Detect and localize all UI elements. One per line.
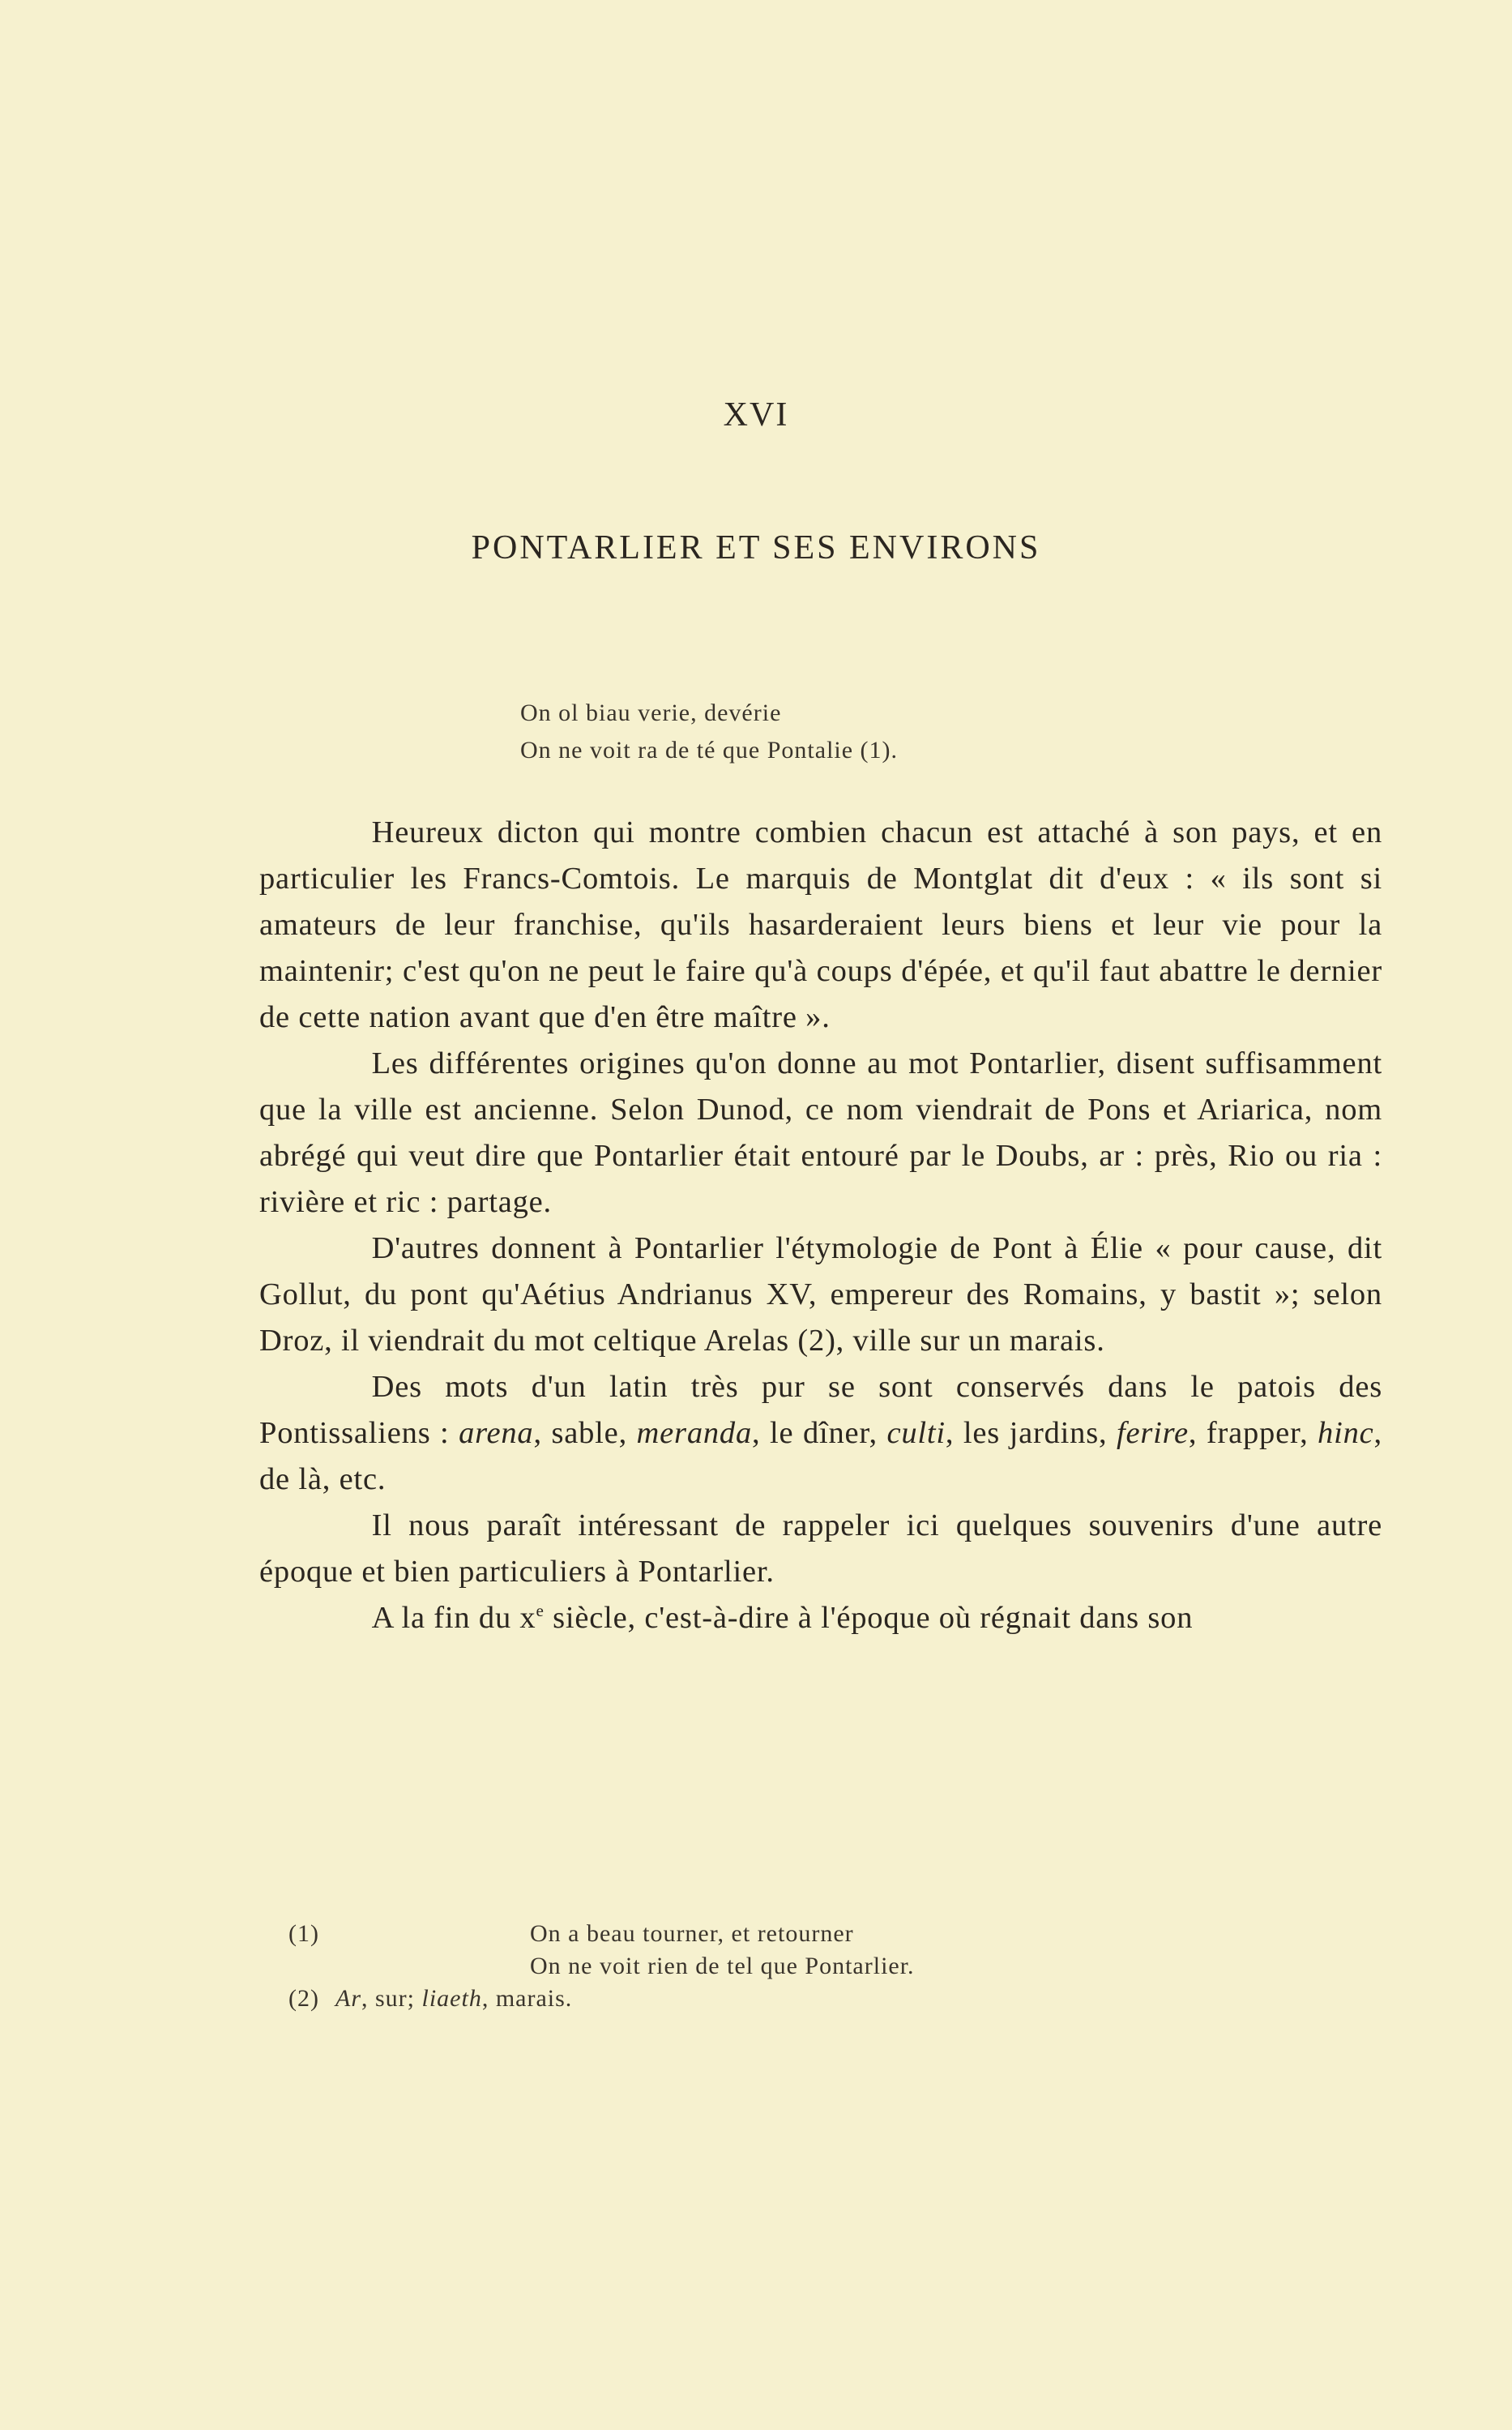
footnote-1-text-line-2: On ne voit rien de tel que Pontarlier. [530,1953,915,1979]
footnote-2-mark: (2) [288,1985,319,2012]
paragraph-3: D'autres donnent à Pontarlier l'étymologie de Pont à Élie « pour cause, dit Gollut, du pont qu'Aétius Andrianus XV, empereur des Romains, y bastit »; selon Droz, il viendrait du mot celtique Arelas (2), ville sur un marais. [259,1231,1382,1358]
paragraph-1: Heureux dicton qui montre combien chacun est attaché à son pays, et en particulier les Francs-Comtois. Le marquis de Montglat dit d'eux : « ils sont si amateurs de leur franchise, qu'ils hasarderaient leurs biens et leur vie pour la maintenir; c'est qu'on ne peut le faire qu'à coups d'épée, et qu'il faut abattre le dernier de cette nation avant que d'en être maître ». [259,815,1382,1034]
footnote-1-mark: (1) [288,1920,319,1947]
chapter-number: XVI [723,396,789,434]
paragraph-4: Des mots d'un latin très pur se sont conservés dans le patois des Pontissaliens : arena, sable, meranda, le dîner, culti, les jardins, ferire, frapper, hinc, de là, etc. [259,1370,1382,1496]
paragraph-6: A la fin du $x^e$ siècle, c'est-à-dire à l'époque où régnait dans son [371,1601,1194,1635]
footnote-2-text: Ar, sur; liaeth, marais. [335,1985,573,2012]
epigraph-line-2: On ne voit ra de té que Pontalie (1). [520,737,899,764]
paragraph-2: Les différentes origines qu'on donne au mot Pontarlier, disent suffisamment que la ville est ancienne. Selon Dunod, ce nom viendrait de Pons et Ariarica, nom abrégé qui veut dire que Pontarlier était entouré par le Doubs, ar : près, Rio ou ria : rivière et ric : partage. [259,1046,1382,1219]
chapter-title: PONTARLIER ET SES ENVIRONS [471,529,1041,567]
epigraph [520,695,898,769]
paragraph-5: Il nous paraît intéressant de rappeler ici quelques souvenirs d'une autre époque et bien particuliers à Pontarlier. [259,1508,1382,1589]
epigraph-line-1: On ol biau verie, devérie [520,699,782,726]
footnote-1-text-line-1: On a beau tourner, et retourner [530,1920,854,1947]
body-text [259,810,1382,1641]
